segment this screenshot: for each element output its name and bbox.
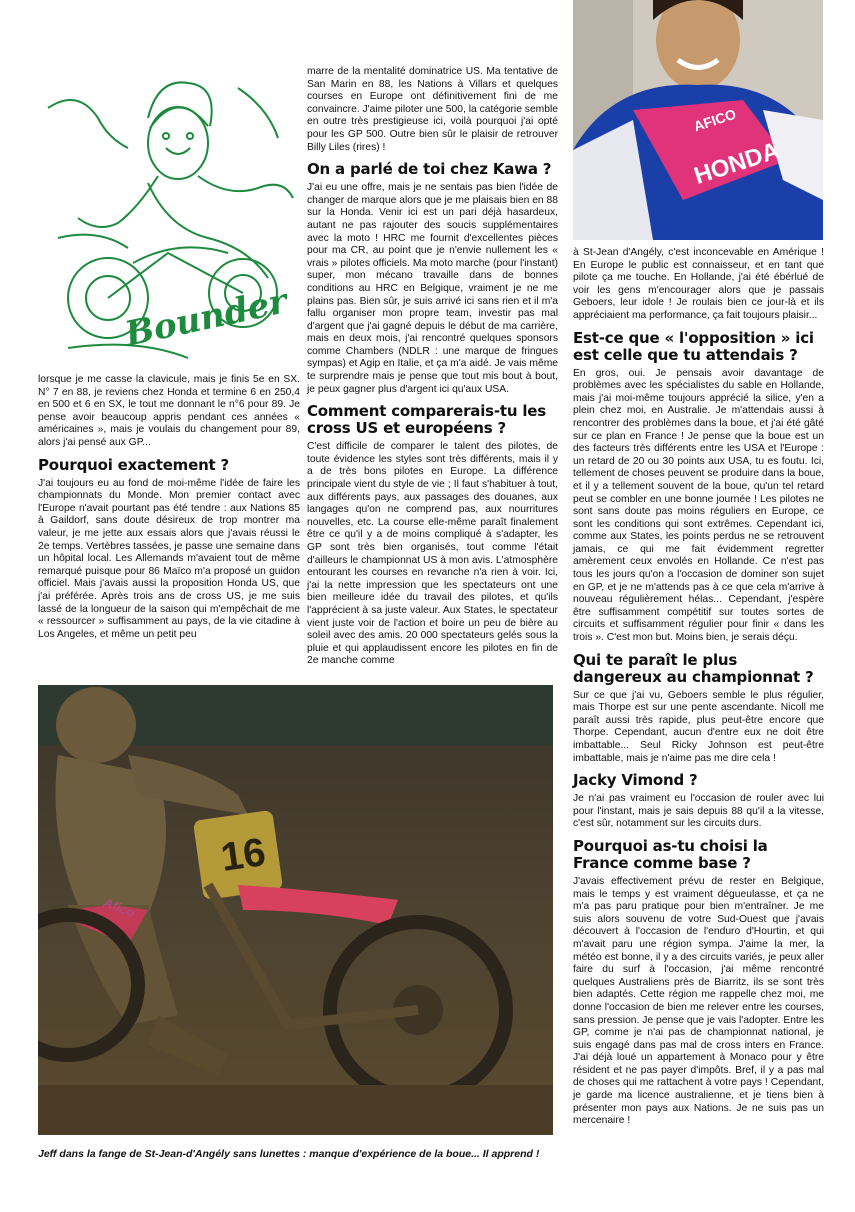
heading-comparerais: Comment comparerais-tu les cross US et européens ? bbox=[307, 402, 547, 438]
col3-para-2: Sur ce que j'ai vu, Geboers semble le plus régulier, mais Thorpe est sur une pente ascendante. Nicoll me paraît aussi très rapide, plus peut-être encore que Thorpe. Cependant, aucun d'entre eux ne doit être imbattable... Seul Ricky Johnson est peut-être imbattable, mais je n'aime pas me dire cela ! bbox=[573, 689, 824, 764]
col3-para-4: J'avais effectivement prévu de rester en Belgique, mais le temps y est vraiment dégueulasse, et ça ne m'a pas paru pratique pour bien m'entraîner. Je me suis alors souvenu de votre Sud-Ouest que j'avais découvert à l'occasion de l'enduro d'Hourtin, et qui m'avait paru une région sympa. J'aime la mer, la météo est bonne, il y a des circuits variés, je peux aller faire du surf à l'occasion, j'ai même rencontré quelques Australiens près de Biarritz, ils se sont très bien adaptés. Cette région me rappelle chez moi, me donne l'occasion de bien me relever entre les courses, sans pression. Je pense que je vais l'adopter. Entre les GP, comme je n'ai pas de championnat national, je suis engagé dans pas mal de cross inters en France. J'ai déjà loué un appartement à Monaco pour y être résident et ne pas payer d'impôts. Bref, il y a pas mal de choses qui me rattachent à votre pays ! Cependant, je garde ma licence australienne, et je tiens bien à présenter mon pays aux Nations. Je ne suis pas un mercenaire ! bbox=[573, 875, 824, 1127]
col2-para-0: marre de la mentalité dominatrice US. Ma tentative de San Marin en 88, les Nations à Villars et quelques courses en Europe ont définitivement fini de me convaincre. J'aime piloter une 500, la catégorie semble en outre très prestigieuse ici, voilà pourquoi j'ai opté pour les GP 500. Outre bien sûr le plaisir de retrouver Billy Liles (rires) ! bbox=[307, 66, 558, 153]
heading-france: Pourquoi as-tu choisi la France comme base ? bbox=[573, 836, 768, 872]
col2-para-2: C'est difficile de comparer le talent des pilotes, de toute évidence les styles sont très différents, mais il y a de très bons pilotes en Europe. La différence principale vient du style de vie ; Il faut s'habituer à tout, aux différents pays, aux passages des douanes, aux langages qu'on ne comprend pas, aux nourritures nouvelles, etc. La course elle-même paraît finalement être ce qu'il y a de moins compliqué à s'adapter, les GP sont très bien organisés, tout comme l'était d'ailleurs le championnat US à mon avis. L'atmosphère entourant les courses en revanche n'a rien à voir. Ici, j'ai la nette impression que les spectateurs ont une bien meilleure idée du travail des pilotes, et qu'ils l'apprécient à sa juste valeur. Aux States, le spectateur vient juste voir de l'action et boire un peu de bière au soleil avec des amis. 20 000 spectateurs gelés sous la pluie et qui applaudissent encore les pilotes en fin de 2e manche comme bbox=[307, 441, 558, 667]
cartoon-illustration bbox=[38, 48, 300, 370]
column-1 bbox=[38, 374, 300, 641]
portrait-photo bbox=[573, 0, 823, 240]
photo-caption: Jeff dans la fange de St-Jean-d'Angély sans lunettes : manque d'expérience de la boue... Il apprend ! bbox=[38, 1148, 540, 1160]
rider-sponsor-text: Afico bbox=[101, 894, 138, 921]
column-3 bbox=[573, 247, 824, 1128]
col1-para-1: J'ai toujours eu au fond de moi-même l'idée de faire les championnats du Monde. Mon premier contact avec l'Europe n'avait pourtant pas été tendre : aux Nations 85 à Gaildorf, sans doute désireux de trop montrer ma valeur, je me jette aux essais alors que j'avais réussi le 2e temps. Vertèbres tassées, je passe une semaine dans un hôpital local. Les Allemands m'avaient tout de même remarqué puisque pour 86 Maïco m'a proposé un guidon officiel. Mais j'avais aussi la proposition Honda US, que j'ai préférée. Après trois ans de cross US, je me suis lassé de la longueur de la saison qui m'empêchait de me « ressourcer » suffisamment au pays, de la vie citadine à Los Angeles, et même un petit peu bbox=[38, 477, 300, 640]
heading-pourquoi-exactement: Pourquoi exactement ? bbox=[38, 455, 230, 474]
heading-opposition: Est-ce que « l'opposition » ici est celle que tu attendais ? bbox=[573, 328, 814, 364]
col3-para-3: Je n'ai pas vraiment eu l'occasion de rouler avec lui pour l'instant, mais je sais depuis 88 qu'il a la vitesse, c'est sûr, notamment sur les circuits durs. bbox=[573, 793, 824, 830]
col2-para-1: J'ai eu une offre, mais je ne sentais pas bien l'idée de changer de marque alors que je me plaisais bien en 88 sur la Honda. Venir ici est un pari déjà hasardeux, autant ne pas rajouter des soucis supplémentaires avec la moto ! HRC me fournit d'excellentes pièces pour ma CR, au point que je n'envie nullement les « vrais » pilotes officiels. Ma moto marche (pour l'instant) super, mon mécano travaille dans de bonnes conditions au HRC en Belgique, vraiment je ne me plains pas. Bien sûr, je suis arrivé ici sans rien et il m'a fallu organiser mon propre team, investir pas mal d'argent que j'ai gagné depuis le début de ma carrière, mais en deux mois, j'ai rencontré quelques sponsors comme Chambers (NDLR : une marque de fringues sympas) et Agip en Italie, et ça m'a aidé. Je vais même te surprendre mais je pense que tout mis bout à bout, je peux gagner plus d'argent ici qu'aux USA. bbox=[307, 182, 558, 395]
rider-number-plate: 16 bbox=[218, 830, 269, 880]
column-2 bbox=[307, 66, 558, 668]
heading-vimond: Jacky Vimond ? bbox=[573, 771, 698, 790]
rider-mud-photo bbox=[38, 685, 553, 1135]
portrait-logo-honda: HONDA bbox=[690, 137, 783, 190]
col3-para-0: à St-Jean d'Angély, c'est inconcevable en Amérique ! En Europe le public est connaisseur, et en tant que pilote ça me touche. En Hollande, j'ai été ébérlué de voir les gens m'encourager alors que je passais Geboers, leur idole ! Je roulais bien ce jour-là et ils appréciaient ma performance, ça fait toujours plaisir... bbox=[573, 247, 824, 321]
heading-dangereux: Qui te paraît le plus dangereux au championnat ? bbox=[573, 650, 814, 686]
col1-intro: lorsque je me casse la clavicule, mais je finis 5e en SX. N° 7 en 88, je reviens chez Honda et termine 6 en 250,4 en 500 et 6 en SX, le tout me donnant le n°6 pour 89. Je pense avoir beaucoup appris pendant ces années « américaines », mais je voulais du changement pour 89, alors j'ai pensé aux GP... bbox=[38, 374, 300, 448]
col3-para-1: En gros, oui. Je pensais avoir davantage de problèmes avec les spécialistes du sable en Hollande, mais j'ai moi-même toujours apprécié la silice, y'en a plein chez moi, en Australie. Je m'attendais aussi à rencontrer des problèmes dans la boue, et j'ai été gâté sur ce plan en France ! Je pense que la boue est un des facteurs très différents entre les USA et l'Europe : un retard de 20 ou 30 points aux USA, tu es foutu. Ici, tellement de choses peuvent se produire dans la boue, et il y a tellement souvent de la boue, qu'un tel retard peut se combler en une bonne journée ! Les pilotes ne sont sans doute pas moins réguliers en Europe, ce sont les conditions qui sont extrêmes. Cependant ici, comme aux States, les points perdus ne se retrouvent jamais, ce qui me fait évidemment regretter amèrement ceux envolés en Hollande. Ce n'est pas tous les jours qu'on a l'occasion de dominer son sujet en GP, et je ne m'attends pas à ce que cela m'arrive à nouveau régulièrement hélas... Cependant, j'espère être suffisamment compétitif sur toutes sortes de circuits et suffisamment régulier pour finir « dans les trois ». C'est mon but. Moins bien, je serais déçu. bbox=[573, 367, 824, 644]
heading-kawa: On a parlé de toi chez Kawa ? bbox=[307, 160, 552, 179]
portrait-logo-afico: AFICO bbox=[691, 105, 738, 135]
cartoon-signature: Bounder bbox=[121, 281, 291, 355]
